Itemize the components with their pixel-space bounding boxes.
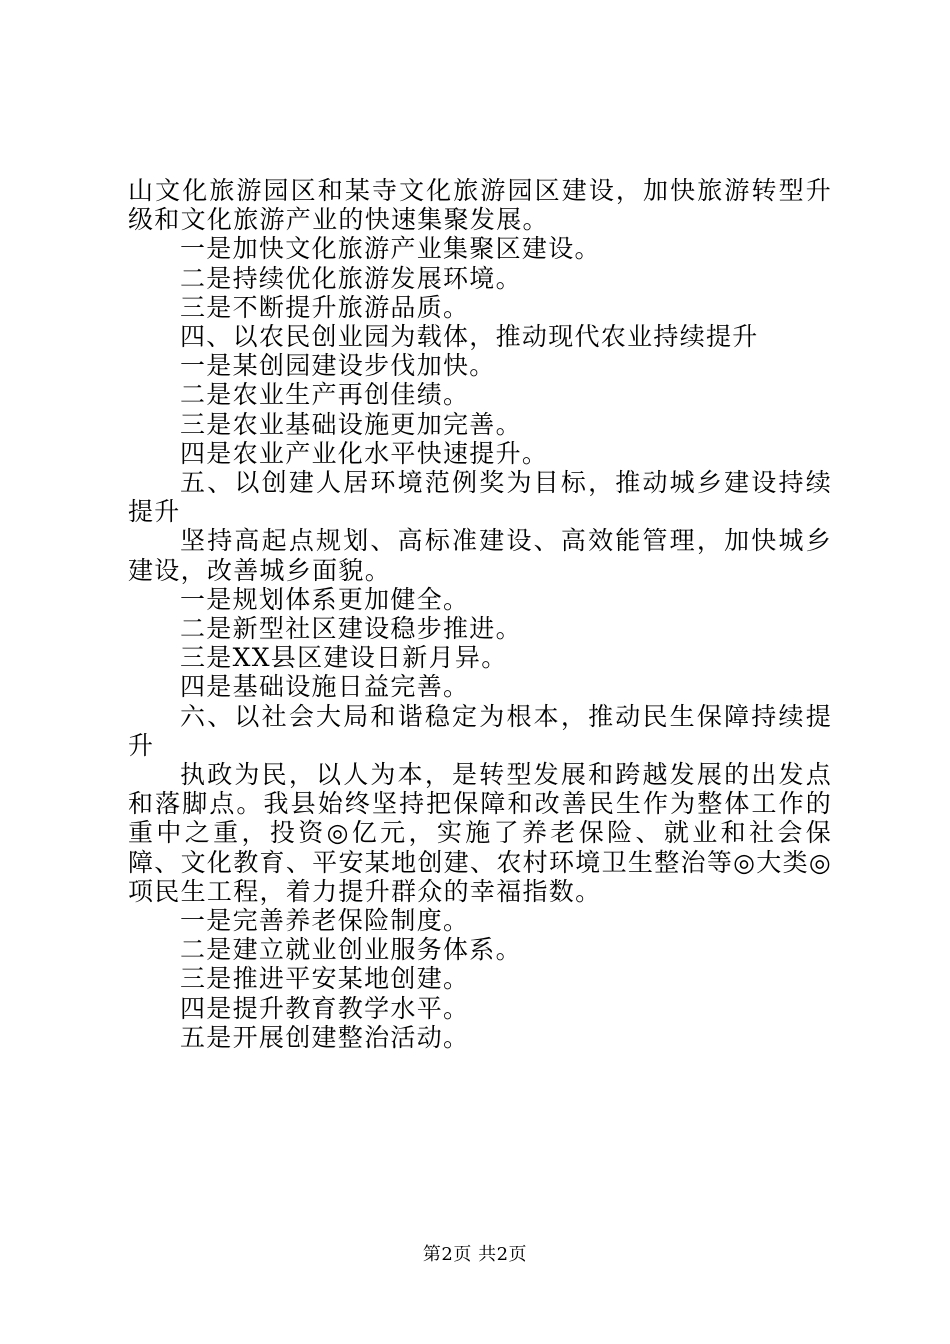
paragraph: 一是某创园建设步伐加快。: [180, 351, 496, 381]
paragraph: 一是加快文化旅游产业集聚区建设。: [180, 234, 601, 264]
paragraph: 四是农业产业化水平快速提升。: [180, 438, 549, 468]
paragraph: 四是基础设施日益完善。: [180, 672, 470, 702]
paragraph: 执政为民，以人为本，是转型发展和跨越发展的出发点和落脚点。我县始终坚持把保障和改善民生作为整体工作的重中之重，投资◎亿元，实施了养老保险、就业和社会保障、文化教育、平安某地创建、农村环境卫生整治等◎大类◎项民生工程，着力提升群众的幸福指数。: [128, 760, 832, 906]
paragraph: 二是持续优化旅游发展环境。: [180, 263, 522, 293]
page-number-footer: 第2页 共2页: [422, 1244, 528, 1265]
paragraph: 二是新型社区建设稳步推进。: [180, 614, 522, 644]
section-heading: 四、以农民创业园为载体，推动现代农业持续提升: [180, 322, 759, 352]
paragraph: 二是农业生产再创佳绩。: [180, 380, 470, 410]
paragraph: 二是建立就业创业服务体系。: [180, 935, 522, 965]
paragraph: 一是规划体系更加健全。: [180, 584, 470, 614]
paragraph: 坚持高起点规划、高标准建设、高效能管理，加快城乡建设，改善城乡面貌。: [128, 526, 832, 585]
section-heading: 五、以创建人居环境范例奖为目标，推动城乡建设持续提升: [128, 468, 832, 527]
paragraph: 山文化旅游园区和某寺文化旅游园区建设，加快旅游转型升级和文化旅游产业的快速集聚发展。: [128, 176, 832, 235]
document-body: [128, 176, 832, 1052]
paragraph: 四是提升教育教学水平。: [180, 993, 470, 1023]
paragraph: 五是开展创建整治活动。: [180, 1022, 470, 1052]
paragraph: 一是完善养老保险制度。: [180, 906, 470, 936]
paragraph: 三是推进平安某地创建。: [180, 964, 470, 994]
paragraph: 三是农业基础设施更加完善。: [180, 409, 522, 439]
section-heading: 六、以社会大局和谐稳定为根本，推动民生保障持续提升: [128, 701, 832, 760]
paragraph: 三是XX县区建设日新月异。: [180, 643, 508, 673]
paragraph: 三是不断提升旅游品质。: [180, 292, 470, 322]
